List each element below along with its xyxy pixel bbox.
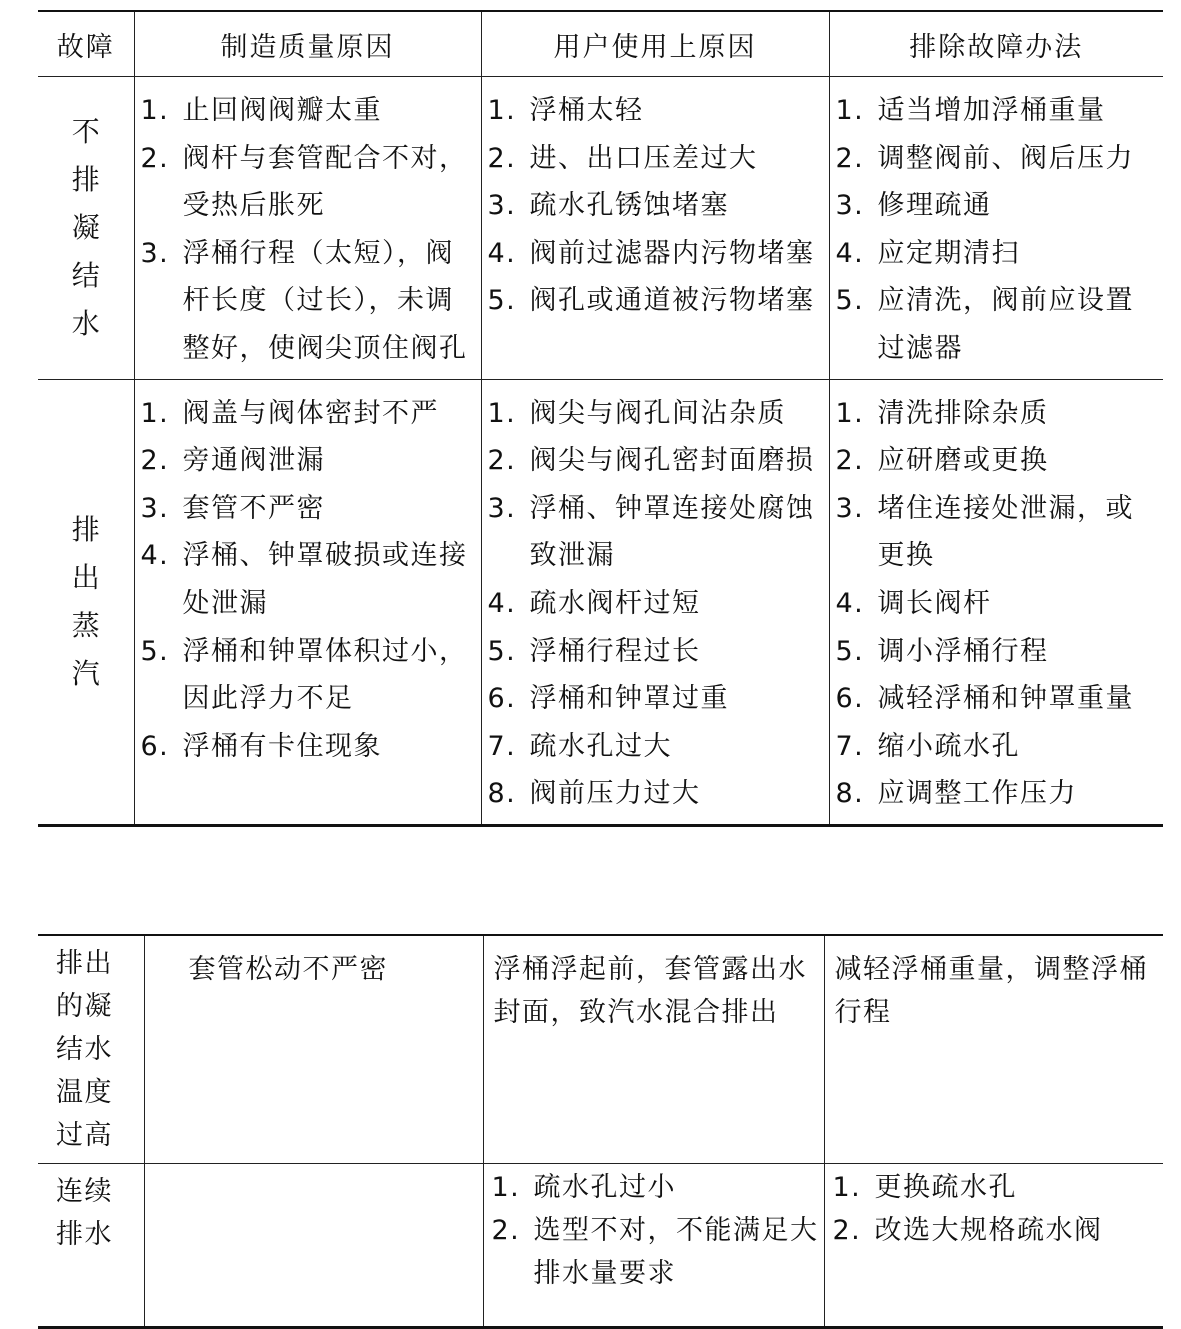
list-item: 4. 应定期清扫	[835, 237, 1020, 269]
list-item: 2. 旁通阀泄漏	[140, 445, 325, 477]
remedy-list	[825, 1164, 1164, 1256]
usage-cause-cell	[481, 379, 829, 825]
list-item: 3. 堵住连接处泄漏，或更换	[835, 492, 1134, 572]
fault-table-bottom	[38, 934, 1163, 1329]
list-item: 7. 缩小疏水孔	[835, 730, 1020, 762]
list-item: 2. 阀尖与阀孔密封面磨损	[487, 445, 815, 477]
usage-cause-list	[482, 77, 829, 331]
list-item: 5. 浮桶和钟罩体积过小，因此浮力不足	[140, 635, 468, 715]
list-item: 1. 适当增加浮桶重量	[835, 95, 1106, 126]
list-item: 5. 调小浮桶行程	[835, 635, 1049, 667]
list-item: 6. 浮桶有卡住现象	[140, 730, 382, 762]
fault-label: 排出蒸汽	[71, 512, 100, 690]
remedy-cell	[829, 77, 1163, 380]
fault-table-top	[38, 10, 1163, 827]
list-item: 3. 修理疏通	[835, 190, 992, 222]
manufacturing-cause-list	[135, 77, 481, 379]
list-item: 6. 浮桶和钟罩过重	[487, 683, 729, 715]
list-item: 5. 应清洗，阀前应设置过滤器	[835, 285, 1134, 364]
list-item: 1. 更换疏水孔	[832, 1172, 1017, 1203]
list-item: 7. 疏水孔过大	[487, 730, 672, 762]
list-item: 8. 阀前压力过大	[487, 778, 701, 810]
fault-cell: 连续排水	[38, 1164, 144, 1328]
header-row	[38, 11, 1163, 77]
list-item: 4. 调长阀杆	[835, 587, 992, 619]
header-remedy: 排除故障办法	[829, 11, 1163, 77]
list-item: 2. 选型不对，不能满足大排水量要求	[491, 1215, 819, 1289]
fault-cell	[38, 77, 134, 380]
list-item: 1. 阀尖与阀孔间沾杂质	[487, 397, 786, 429]
list-item: 3. 疏水孔锈蚀堵塞	[487, 190, 729, 222]
list-item: 4. 浮桶、钟罩破损或连接处泄漏	[140, 540, 468, 619]
table-body-2	[38, 935, 1163, 1328]
list-item: 4. 疏水阀杆过短	[487, 587, 701, 619]
manufacturing-cause-cell	[144, 1164, 483, 1328]
usage-cause-cell	[481, 77, 829, 380]
table-row	[38, 379, 1163, 825]
fault-cell	[38, 379, 134, 825]
table-body	[38, 77, 1163, 826]
list-item: 3. 套管不严密	[140, 492, 325, 524]
usage-cause-cell	[483, 1164, 824, 1328]
fault-label: 不排凝结水	[71, 114, 100, 340]
header-manufacturing-cause: 制造质量原因	[134, 11, 481, 77]
list-item: 6. 减轻浮桶和钟罩重量	[835, 683, 1134, 715]
table-row	[38, 77, 1163, 380]
list-item: 1. 阀盖与阀体密封不严	[140, 397, 439, 429]
manufacturing-cause-cell	[134, 77, 481, 380]
list-item: 1. 清洗排除杂质	[835, 397, 1049, 429]
list-item: 2. 改选大规格疏水阀	[832, 1215, 1103, 1246]
usage-cause-cell: 浮桶浮起前，套管露出水封面，致汽水混合排出	[483, 935, 824, 1164]
remedy-cell: 减轻浮桶重量，调整浮桶行程	[824, 935, 1163, 1164]
list-item: 2. 进、出口压差过大	[487, 142, 758, 174]
list-item: 1. 止回阀阀瓣太重	[140, 95, 382, 126]
remedy-list	[830, 77, 1164, 379]
manufacturing-cause-cell	[134, 379, 481, 825]
manufacturing-cause-cell: 套管松动不严密	[144, 935, 483, 1164]
usage-cause-list	[482, 380, 829, 824]
list-item: 3. 浮桶行程（太短），阀杆长度（过长），未调整好，使阀尖顶住阀孔	[140, 237, 468, 364]
list-item: 5. 阀孔或通道被污物堵塞	[487, 285, 815, 317]
list-item: 1. 疏水孔过小	[491, 1172, 676, 1203]
table-row	[38, 1164, 1163, 1328]
remedy-list	[830, 380, 1164, 824]
header-usage-cause: 用户使用上原因	[481, 11, 829, 77]
remedy-cell	[829, 379, 1163, 825]
list-item: 8. 应调整工作压力	[835, 778, 1077, 810]
usage-cause-list	[484, 1164, 824, 1299]
list-item: 2. 阀杆与套管配合不对，受热后胀死	[140, 142, 468, 222]
list-item: 1. 浮桶太轻	[487, 95, 644, 126]
list-item: 3. 浮桶、钟罩连接处腐蚀致泄漏	[487, 492, 815, 572]
remedy-cell	[824, 1164, 1163, 1328]
list-item: 4. 阀前过滤器内污物堵塞	[487, 237, 815, 269]
table-row	[38, 935, 1163, 1164]
header-fault: 故障	[38, 11, 134, 77]
list-item: 2. 应研磨或更换	[835, 445, 1049, 477]
list-item: 5. 浮桶行程过长	[487, 635, 701, 667]
manufacturing-cause-list	[135, 380, 481, 777]
list-item: 2. 调整阀前、阀后压力	[835, 142, 1134, 174]
fault-cell: 排出的凝结水温度过高	[38, 935, 144, 1164]
